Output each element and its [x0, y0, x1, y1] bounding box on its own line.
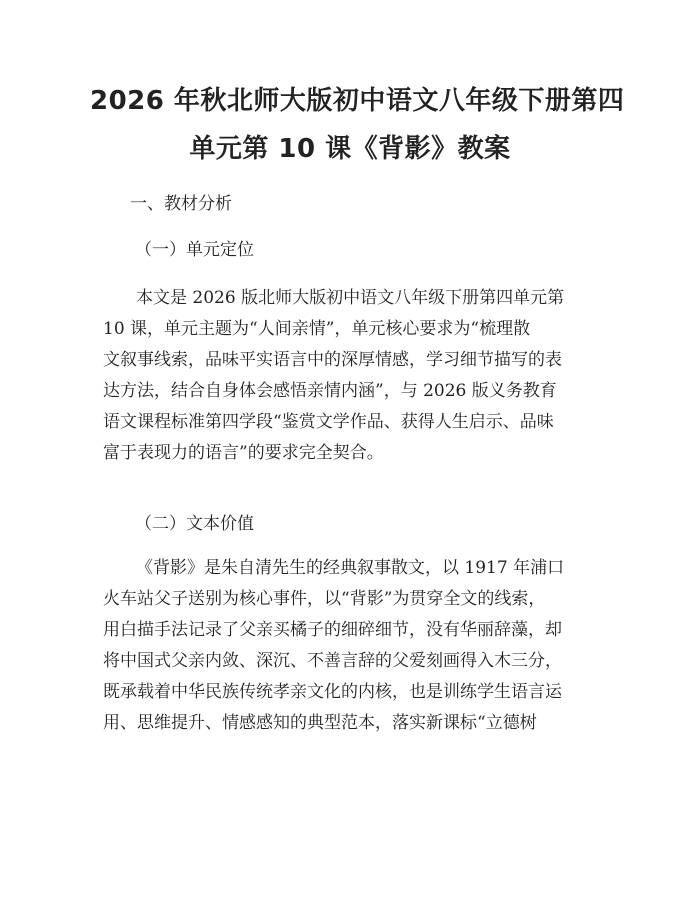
- paragraph-line: 语文课程标准第四学段“鉴赏文学作品、获得人生启示、品味: [103, 412, 554, 432]
- paragraph-line: 用白描手法记录了父亲买橘子的细碎细节，没有华丽辞藻，却: [103, 620, 562, 640]
- document-title-line-1: 2026 年秋北师大版初中语文八年级下册第四: [90, 86, 625, 116]
- section-heading-textbook-analysis: 一、教材分析: [130, 194, 232, 214]
- paragraph-line: 既承载着中华民族传统孝亲文化的内核，也是训练学生语言运: [103, 682, 562, 702]
- paragraph-line: 文叙事线索，品味平实语言中的深厚情感，学习细节描写的表: [103, 350, 562, 370]
- subsection-heading-text-value: （二）文本价值: [135, 514, 254, 534]
- subsection-heading-unit-position: （一）单元定位: [135, 240, 254, 260]
- document-title-line-2: 单元第 10 课《背影》教案: [189, 134, 511, 164]
- paragraph-line: 火车站父子送别为核心事件，以“背影”为贯穿全文的线索，: [103, 589, 546, 609]
- paragraph-line: 10 课，单元主题为“人间亲情”，单元核心要求为“梳理散: [103, 319, 531, 339]
- paragraph-line: 将中国式父亲内敛、深沉、不善言辞的父爱刻画得入木三分，: [103, 651, 562, 671]
- paragraph-text-value: [103, 553, 603, 739]
- paragraph-line: 达方法，结合自身体会感悟亲情内涵”，与 2026 版义务教育: [103, 381, 557, 401]
- paragraph-unit-position: [103, 283, 603, 469]
- paragraph-line: 本文是 2026 版北师大版初中语文八年级下册第四单元第: [136, 288, 565, 308]
- paragraph-line: 富于表现力的语言”的要求完全契合。: [103, 443, 384, 463]
- paragraph-line: 《背影》是朱自清先生的经典叙事散文，以 1917 年浦口: [136, 558, 565, 578]
- paragraph-line: 用、思维提升、情感感知的典型范本，落实新课标“立德树: [103, 713, 537, 733]
